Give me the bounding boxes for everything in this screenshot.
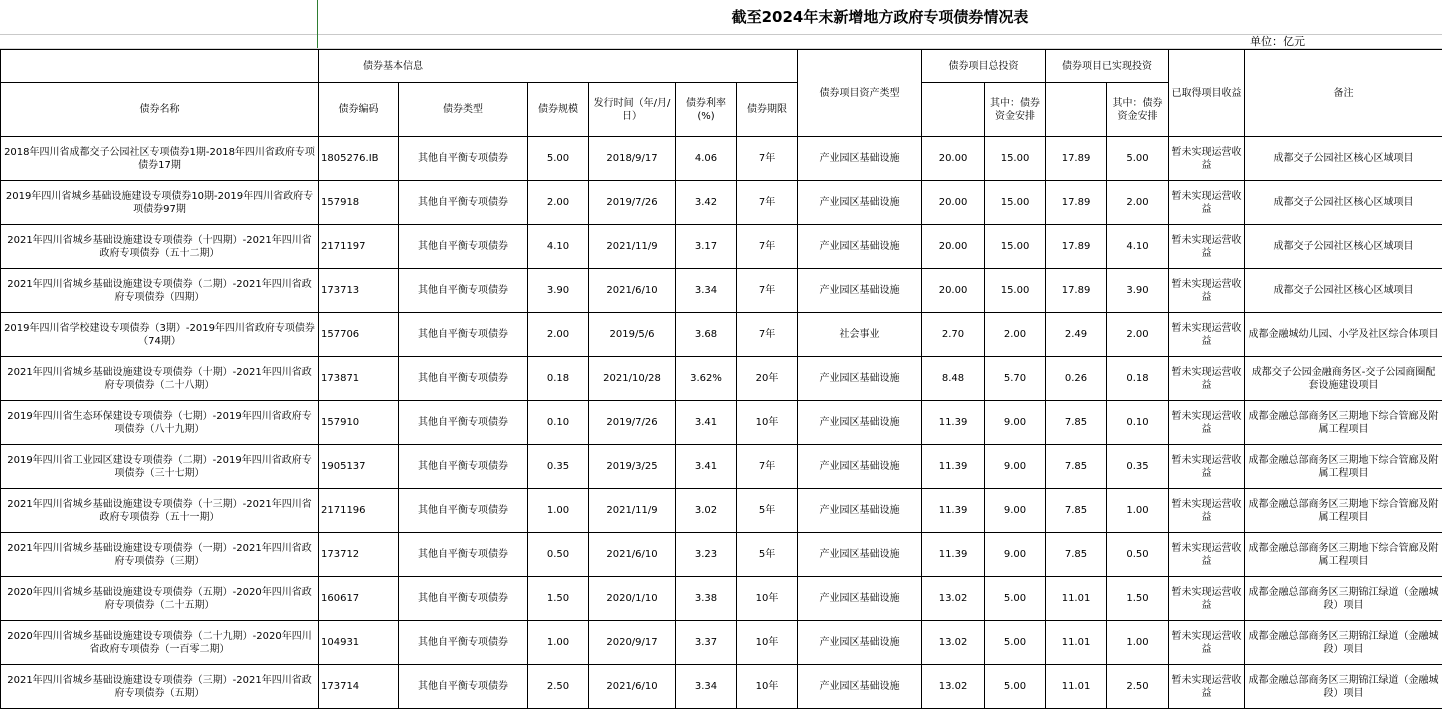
bond-scale-cell[interactable]: 3.90 — [528, 269, 589, 313]
header-basic-info[interactable]: 债券基本信息 — [319, 50, 798, 83]
remark-cell[interactable]: 成都交子公园社区核心区域项目 — [1245, 181, 1442, 225]
bond-scale-cell[interactable]: 0.35 — [528, 445, 589, 489]
bond-type-cell[interactable]: 其他自平衡专项债券 — [399, 665, 528, 709]
bond-name-cell[interactable]: 2018年四川省成都交子公园社区专项债券1期-2018年四川省政府专项债券17期 — [1, 137, 319, 181]
asset-type-cell[interactable]: 产业园区基础设施 — [798, 357, 922, 401]
remark-cell[interactable]: 成都金融城幼儿园、小学及社区综合体项目 — [1245, 313, 1442, 357]
realized-invest-sub-cell[interactable]: 1.00 — [1107, 621, 1169, 665]
header-realized-invest-empty[interactable] — [1046, 83, 1107, 137]
revenue-cell[interactable]: 暂未实现运营收益 — [1169, 357, 1245, 401]
bond-code-cell[interactable]: 2171197 — [319, 225, 399, 269]
issue-date-cell[interactable]: 2019/3/25 — [589, 445, 676, 489]
header-code[interactable]: 债券编码 — [319, 83, 399, 137]
realized-invest-cell[interactable]: 17.89 — [1046, 181, 1107, 225]
issue-date-cell[interactable]: 2019/7/26 — [589, 401, 676, 445]
total-invest-cell[interactable]: 13.02 — [922, 621, 985, 665]
bond-code-cell[interactable]: 173714 — [319, 665, 399, 709]
rate-cell[interactable]: 3.02 — [676, 489, 737, 533]
total-invest-cell[interactable]: 20.00 — [922, 181, 985, 225]
realized-invest-sub-cell[interactable]: 2.00 — [1107, 181, 1169, 225]
issue-date-cell[interactable]: 2019/7/26 — [589, 181, 676, 225]
asset-type-cell[interactable]: 产业园区基础设施 — [798, 401, 922, 445]
total-invest-sub-cell[interactable]: 9.00 — [985, 445, 1046, 489]
realized-invest-sub-cell[interactable]: 3.90 — [1107, 269, 1169, 313]
table-row — [1, 313, 1442, 357]
realized-invest-cell[interactable]: 7.85 — [1046, 489, 1107, 533]
realized-invest-cell[interactable]: 11.01 — [1046, 665, 1107, 709]
asset-type-cell[interactable]: 产业园区基础设施 — [798, 225, 922, 269]
table-row — [1, 181, 1442, 225]
issue-date-cell[interactable]: 2021/6/10 — [589, 665, 676, 709]
term-cell[interactable]: 10年 — [737, 665, 798, 709]
issue-date-cell[interactable]: 2021/6/10 — [589, 533, 676, 577]
remark-cell[interactable]: 成都金融总部商务区三期锦江绿道（金融城段）项目 — [1245, 665, 1442, 709]
bond-code-cell[interactable]: 173871 — [319, 357, 399, 401]
total-invest-cell[interactable]: 20.00 — [922, 225, 985, 269]
total-invest-sub-cell[interactable]: 5.00 — [985, 665, 1046, 709]
table-row — [1, 533, 1442, 577]
bond-table — [0, 49, 1442, 709]
rate-cell[interactable]: 3.41 — [676, 445, 737, 489]
term-cell[interactable]: 7年 — [737, 269, 798, 313]
bond-type-cell[interactable]: 其他自平衡专项债券 — [399, 357, 528, 401]
revenue-cell[interactable]: 暂未实现运营收益 — [1169, 621, 1245, 665]
bond-code-cell[interactable]: 1805276.IB — [319, 137, 399, 181]
bond-code-cell[interactable]: 157910 — [319, 401, 399, 445]
header-group-left-cell[interactable] — [1, 50, 319, 83]
bond-name-cell[interactable]: 2019年四川省学校建设专项债券（3期）-2019年四川省政府专项债券（74期） — [1, 313, 319, 357]
bond-type-cell[interactable]: 其他自平衡专项债券 — [399, 137, 528, 181]
table-row — [1, 401, 1442, 445]
revenue-cell[interactable]: 暂未实现运营收益 — [1169, 401, 1245, 445]
table-row — [1, 621, 1442, 665]
revenue-cell[interactable]: 暂未实现运营收益 — [1169, 181, 1245, 225]
rate-cell[interactable]: 3.68 — [676, 313, 737, 357]
total-invest-sub-cell[interactable]: 2.00 — [985, 313, 1046, 357]
header-realized-invest[interactable]: 债券项目已实现投资 — [1046, 50, 1169, 83]
header-rate[interactable]: 债券利率(%) — [676, 83, 737, 137]
issue-date-cell[interactable]: 2021/11/9 — [589, 489, 676, 533]
bond-scale-cell[interactable]: 0.18 — [528, 357, 589, 401]
bond-scale-cell[interactable]: 2.00 — [528, 181, 589, 225]
page-title: 截至2024年末新增地方政府专项债券情况表 — [731, 8, 1029, 26]
realized-invest-cell[interactable]: 17.89 — [1046, 269, 1107, 313]
total-invest-sub-cell[interactable]: 15.00 — [985, 181, 1046, 225]
realized-invest-sub-cell[interactable]: 0.10 — [1107, 401, 1169, 445]
asset-type-cell[interactable]: 产业园区基础设施 — [798, 489, 922, 533]
header-revenue[interactable]: 已取得项目收益 — [1169, 50, 1245, 137]
revenue-cell[interactable]: 暂未实现运营收益 — [1169, 269, 1245, 313]
table-row — [1, 357, 1442, 401]
title-row — [0, 0, 1442, 35]
bond-type-cell[interactable]: 其他自平衡专项债券 — [399, 533, 528, 577]
term-cell[interactable]: 7年 — [737, 445, 798, 489]
revenue-cell[interactable]: 暂未实现运营收益 — [1169, 665, 1245, 709]
header-remark[interactable]: 备注 — [1245, 50, 1442, 137]
bond-code-cell[interactable]: 1905137 — [319, 445, 399, 489]
bond-type-cell[interactable]: 其他自平衡专项债券 — [399, 269, 528, 313]
header-type[interactable]: 债券类型 — [399, 83, 528, 137]
bond-name-cell[interactable]: 2020年四川省城乡基础设施建设专项债券（五期）-2020年四川省政府专项债券（二十五期） — [1, 577, 319, 621]
issue-date-cell[interactable]: 2018/9/17 — [589, 137, 676, 181]
total-invest-cell[interactable]: 11.39 — [922, 489, 985, 533]
table-row — [1, 137, 1442, 181]
realized-invest-cell[interactable]: 7.85 — [1046, 533, 1107, 577]
asset-type-cell[interactable]: 产业园区基础设施 — [798, 137, 922, 181]
bond-scale-cell[interactable]: 1.00 — [528, 489, 589, 533]
asset-type-cell[interactable]: 产业园区基础设施 — [798, 577, 922, 621]
revenue-cell[interactable]: 暂未实现运营收益 — [1169, 225, 1245, 269]
bond-name-cell[interactable]: 2021年四川省城乡基础设施建设专项债券（一期）-2021年四川省政府专项债券（三期） — [1, 533, 319, 577]
total-invest-cell[interactable]: 13.02 — [922, 577, 985, 621]
term-cell[interactable]: 7年 — [737, 313, 798, 357]
remark-cell[interactable]: 成都金融总部商务区三期锦江绿道（金融城段）项目 — [1245, 577, 1442, 621]
remark-cell[interactable]: 成都金融总部商务区三期地下综合管廊及附属工程项目 — [1245, 445, 1442, 489]
bond-code-cell[interactable]: 157918 — [319, 181, 399, 225]
rate-cell[interactable]: 3.42 — [676, 181, 737, 225]
total-invest-sub-cell[interactable]: 15.00 — [985, 225, 1046, 269]
realized-invest-sub-cell[interactable]: 0.50 — [1107, 533, 1169, 577]
header-total-invest[interactable]: 债券项目总投资 — [922, 50, 1046, 83]
total-invest-cell[interactable]: 8.48 — [922, 357, 985, 401]
revenue-cell[interactable]: 暂未实现运营收益 — [1169, 577, 1245, 621]
bond-code-cell[interactable]: 157706 — [319, 313, 399, 357]
bond-code-cell[interactable]: 160617 — [319, 577, 399, 621]
bond-name-cell[interactable]: 2021年四川省城乡基础设施建设专项债券（二期）-2021年四川省政府专项债券（四期） — [1, 269, 319, 313]
revenue-cell[interactable]: 暂未实现运营收益 — [1169, 137, 1245, 181]
remark-cell[interactable]: 成都金融总部商务区三期地下综合管廊及附属工程项目 — [1245, 401, 1442, 445]
rate-cell[interactable]: 3.17 — [676, 225, 737, 269]
asset-type-cell[interactable]: 产业园区基础设施 — [798, 445, 922, 489]
table-row — [1, 225, 1442, 269]
total-invest-sub-cell[interactable]: 9.00 — [985, 533, 1046, 577]
bond-name-cell[interactable]: 2019年四川省城乡基础设施建设专项债券10期-2019年四川省政府专项债券97期 — [1, 181, 319, 225]
realized-invest-cell[interactable]: 11.01 — [1046, 621, 1107, 665]
bond-name-cell[interactable]: 2020年四川省城乡基础设施建设专项债券（二十九期）-2020年四川省政府专项债券（一百零二期） — [1, 621, 319, 665]
rate-cell[interactable]: 3.34 — [676, 665, 737, 709]
remark-cell[interactable]: 成都金融总部商务区三期地下综合管廊及附属工程项目 — [1245, 533, 1442, 577]
realized-invest-sub-cell[interactable]: 1.50 — [1107, 577, 1169, 621]
rate-cell[interactable]: 3.37 — [676, 621, 737, 665]
term-cell[interactable]: 7年 — [737, 181, 798, 225]
bond-name-cell[interactable]: 2021年四川省城乡基础设施建设专项债券（十期）-2021年四川省政府专项债券（二十八期） — [1, 357, 319, 401]
bond-code-cell[interactable]: 173713 — [319, 269, 399, 313]
realized-invest-cell[interactable]: 11.01 — [1046, 577, 1107, 621]
bond-type-cell[interactable]: 其他自平衡专项债券 — [399, 577, 528, 621]
header-total-invest-sub[interactable]: 其中：债券资金安排 — [985, 83, 1046, 137]
header-issue-date[interactable]: 发行时间（年/月/日） — [589, 83, 676, 137]
rate-cell[interactable]: 3.41 — [676, 401, 737, 445]
header-term[interactable]: 债券期限 — [737, 83, 798, 137]
total-invest-cell[interactable]: 13.02 — [922, 665, 985, 709]
bond-scale-cell[interactable]: 1.00 — [528, 621, 589, 665]
table-row — [1, 577, 1442, 621]
issue-date-cell[interactable]: 2019/5/6 — [589, 313, 676, 357]
bond-type-cell[interactable]: 其他自平衡专项债券 — [399, 225, 528, 269]
header-name[interactable]: 债券名称 — [1, 83, 319, 137]
remark-cell[interactable]: 成都交子公园社区核心区域项目 — [1245, 269, 1442, 313]
bond-type-cell[interactable]: 其他自平衡专项债券 — [399, 489, 528, 533]
total-invest-cell[interactable]: 2.70 — [922, 313, 985, 357]
bond-code-cell[interactable]: 104931 — [319, 621, 399, 665]
rate-cell[interactable]: 4.06 — [676, 137, 737, 181]
bond-type-cell[interactable]: 其他自平衡专项债券 — [399, 313, 528, 357]
term-cell[interactable]: 10年 — [737, 621, 798, 665]
issue-date-cell[interactable]: 2020/9/17 — [589, 621, 676, 665]
realized-invest-cell[interactable]: 7.85 — [1046, 445, 1107, 489]
bond-type-cell[interactable]: 其他自平衡专项债券 — [399, 181, 528, 225]
asset-type-cell[interactable]: 产业园区基础设施 — [798, 533, 922, 577]
realized-invest-sub-cell[interactable]: 2.00 — [1107, 313, 1169, 357]
bond-type-cell[interactable]: 其他自平衡专项债券 — [399, 401, 528, 445]
realized-invest-cell[interactable]: 7.85 — [1046, 401, 1107, 445]
total-invest-sub-cell[interactable]: 5.00 — [985, 577, 1046, 621]
total-invest-sub-cell[interactable]: 5.00 — [985, 621, 1046, 665]
realized-invest-cell[interactable]: 17.89 — [1046, 137, 1107, 181]
total-invest-cell[interactable]: 11.39 — [922, 445, 985, 489]
bond-scale-cell[interactable]: 0.50 — [528, 533, 589, 577]
realized-invest-cell[interactable]: 2.49 — [1046, 313, 1107, 357]
term-cell[interactable]: 5年 — [737, 489, 798, 533]
term-cell[interactable]: 10年 — [737, 401, 798, 445]
revenue-cell[interactable]: 暂未实现运营收益 — [1169, 445, 1245, 489]
issue-date-cell[interactable]: 2021/6/10 — [589, 269, 676, 313]
total-invest-cell[interactable]: 20.00 — [922, 137, 985, 181]
revenue-cell[interactable]: 暂未实现运营收益 — [1169, 489, 1245, 533]
term-cell[interactable]: 7年 — [737, 225, 798, 269]
rate-cell[interactable]: 3.38 — [676, 577, 737, 621]
table-row — [1, 269, 1442, 313]
total-invest-sub-cell[interactable]: 5.70 — [985, 357, 1046, 401]
table-row — [1, 445, 1442, 489]
total-invest-sub-cell[interactable]: 15.00 — [985, 137, 1046, 181]
remark-cell[interactable]: 成都交子公园金融商务区-交子公园商圈配套设施建设项目 — [1245, 357, 1442, 401]
bond-name-cell[interactable]: 2021年四川省城乡基础设施建设专项债券（十三期）-2021年四川省政府专项债券（五十一期） — [1, 489, 319, 533]
header-row-1 — [1, 50, 1442, 83]
table-row — [1, 665, 1442, 709]
term-cell[interactable]: 5年 — [737, 533, 798, 577]
realized-invest-sub-cell[interactable]: 0.35 — [1107, 445, 1169, 489]
title-row-left-cell[interactable] — [0, 0, 318, 34]
asset-type-cell[interactable]: 产业园区基础设施 — [798, 621, 922, 665]
table-row — [1, 489, 1442, 533]
unit-row-left-cell[interactable] — [0, 34, 318, 48]
bond-scale-cell[interactable]: 2.50 — [528, 665, 589, 709]
bond-scale-cell[interactable]: 5.00 — [528, 137, 589, 181]
issue-date-cell[interactable]: 2021/10/28 — [589, 357, 676, 401]
rate-cell[interactable]: 3.62% — [676, 357, 737, 401]
revenue-cell[interactable]: 暂未实现运营收益 — [1169, 533, 1245, 577]
bond-scale-cell[interactable]: 0.10 — [528, 401, 589, 445]
term-cell[interactable]: 10年 — [737, 577, 798, 621]
total-invest-sub-cell[interactable]: 9.00 — [985, 489, 1046, 533]
bond-name-cell[interactable]: 2019年四川省生态环保建设专项债券（七期）-2019年四川省政府专项债券（八十九期） — [1, 401, 319, 445]
bond-type-cell[interactable]: 其他自平衡专项债券 — [399, 621, 528, 665]
bond-code-cell[interactable]: 2171196 — [319, 489, 399, 533]
rate-cell[interactable]: 3.34 — [676, 269, 737, 313]
realized-invest-sub-cell[interactable]: 2.50 — [1107, 665, 1169, 709]
total-invest-sub-cell[interactable]: 9.00 — [985, 401, 1046, 445]
issue-date-cell[interactable]: 2021/11/9 — [589, 225, 676, 269]
term-cell[interactable]: 7年 — [737, 137, 798, 181]
realized-invest-sub-cell[interactable]: 0.18 — [1107, 357, 1169, 401]
unit-row — [0, 34, 1442, 49]
unit-label: 单位：亿元 — [1250, 35, 1305, 48]
bond-scale-cell[interactable]: 1.50 — [528, 577, 589, 621]
realized-invest-sub-cell[interactable]: 4.10 — [1107, 225, 1169, 269]
remark-cell[interactable]: 成都交子公园社区核心区域项目 — [1245, 225, 1442, 269]
header-realized-invest-sub[interactable]: 其中：债券资金安排 — [1107, 83, 1169, 137]
remark-cell[interactable]: 成都交子公园社区核心区域项目 — [1245, 137, 1442, 181]
header-asset-type[interactable]: 债券项目资产类型 — [798, 50, 922, 137]
total-invest-cell[interactable]: 20.00 — [922, 269, 985, 313]
header-total-invest-empty[interactable] — [922, 83, 985, 137]
bond-scale-cell[interactable]: 4.10 — [528, 225, 589, 269]
bond-code-cell[interactable]: 173712 — [319, 533, 399, 577]
realized-invest-cell[interactable]: 17.89 — [1046, 225, 1107, 269]
total-invest-cell[interactable]: 11.39 — [922, 533, 985, 577]
bond-scale-cell[interactable]: 2.00 — [528, 313, 589, 357]
header-scale[interactable]: 债券规模 — [528, 83, 589, 137]
bond-type-cell[interactable]: 其他自平衡专项债券 — [399, 445, 528, 489]
remark-cell[interactable]: 成都金融总部商务区三期锦江绿道（金融城段）项目 — [1245, 621, 1442, 665]
asset-type-cell[interactable]: 产业园区基础设施 — [798, 665, 922, 709]
realized-invest-cell[interactable]: 0.26 — [1046, 357, 1107, 401]
asset-type-cell[interactable]: 产业园区基础设施 — [798, 181, 922, 225]
remark-cell[interactable]: 成都金融总部商务区三期地下综合管廊及附属工程项目 — [1245, 489, 1442, 533]
bond-name-cell[interactable]: 2019年四川省工业园区建设专项债券（二期）-2019年四川省政府专项债券（三十七期） — [1, 445, 319, 489]
asset-type-cell[interactable]: 社会事业 — [798, 313, 922, 357]
bond-name-cell[interactable]: 2021年四川省城乡基础设施建设专项债券（十四期）-2021年四川省政府专项债券（五十二期） — [1, 225, 319, 269]
rate-cell[interactable]: 3.23 — [676, 533, 737, 577]
realized-invest-sub-cell[interactable]: 1.00 — [1107, 489, 1169, 533]
revenue-cell[interactable]: 暂未实现运营收益 — [1169, 313, 1245, 357]
asset-type-cell[interactable]: 产业园区基础设施 — [798, 269, 922, 313]
total-invest-sub-cell[interactable]: 15.00 — [985, 269, 1046, 313]
realized-invest-sub-cell[interactable]: 5.00 — [1107, 137, 1169, 181]
issue-date-cell[interactable]: 2020/1/10 — [589, 577, 676, 621]
bond-name-cell[interactable]: 2021年四川省城乡基础设施建设专项债券（三期）-2021年四川省政府专项债券（五期） — [1, 665, 319, 709]
term-cell[interactable]: 20年 — [737, 357, 798, 401]
total-invest-cell[interactable]: 11.39 — [922, 401, 985, 445]
